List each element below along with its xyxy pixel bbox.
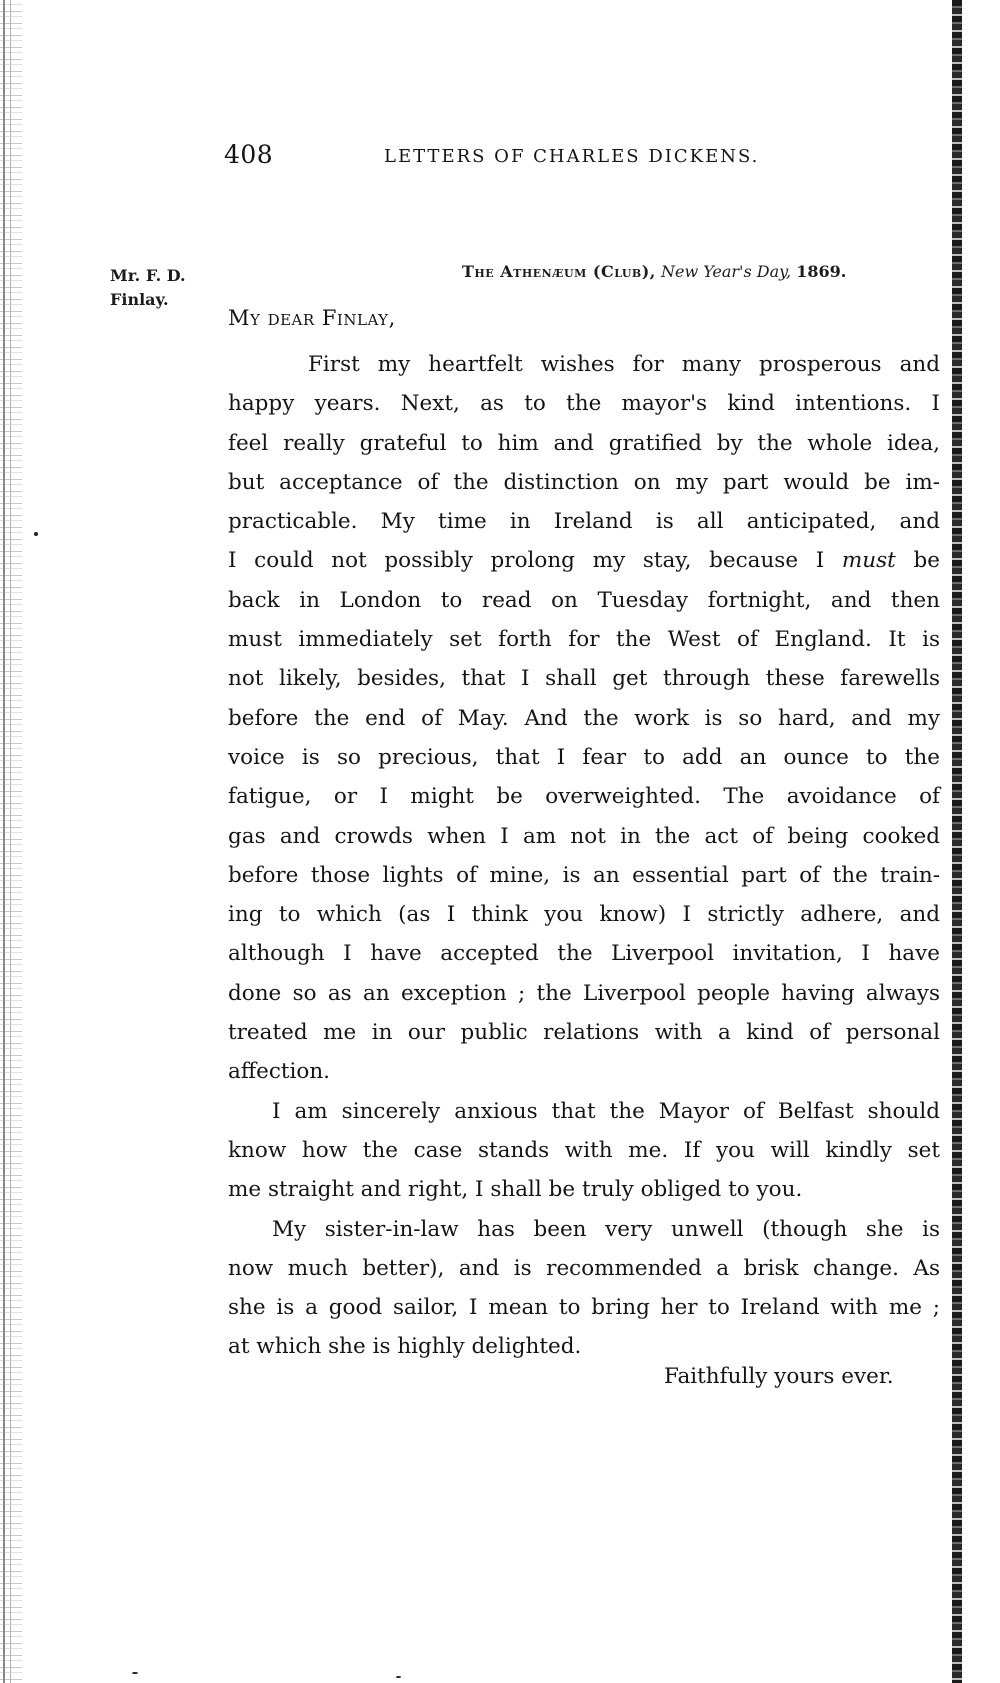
- body-line: but acceptance of the distinction on my part would be im-: [228, 469, 940, 495]
- ink-speck: [132, 1672, 138, 1674]
- dateline-year: 1869.: [796, 262, 847, 281]
- body-line: gas and crowds when I am not in the act of being cooked: [228, 823, 940, 849]
- body-line-text: I could not possibly prolong my stay, because I must be: [228, 548, 940, 574]
- body-line: I am sincerely anxious that the Mayor of Belfast should: [272, 1098, 940, 1124]
- dateline-date: New Year's Day,: [660, 262, 792, 281]
- closing: Faithfully yours ever.: [664, 1364, 894, 1389]
- ink-speck: [396, 1676, 401, 1678]
- body-line: First my heartfelt wishes for many prosperous and: [308, 352, 940, 377]
- body-line: at which she is highly delighted.: [228, 1334, 582, 1360]
- body-line: voice is so precious, that I fear to add an ounce to the: [228, 744, 940, 770]
- body-line: feel really grateful to him and gratified by the whole idea,: [228, 430, 940, 456]
- binding-edge: [0, 0, 22, 1683]
- body-line: [228, 541, 940, 580]
- body-line: My sister-in-law has been very unwell (though she is: [272, 1216, 940, 1242]
- margin-note-line-1: Mr. F. D.: [110, 266, 186, 285]
- salutation: My dear Finlay,: [228, 306, 396, 330]
- body-line: although I have accepted the Liverpool invitation, I have: [228, 941, 940, 967]
- ink-speck: [34, 532, 38, 536]
- body-line: know how the case stands with me. If you will kindly set: [228, 1137, 940, 1163]
- body-line: treated me in our public relations with a kind of personal: [228, 1020, 940, 1046]
- body-line: practicable. My time in Ireland is all anticipated, and: [228, 509, 940, 535]
- body-line: me straight and right, I shall be truly obliged to you.: [228, 1177, 803, 1203]
- body-line: not likely, besides, that I shall get through these farewells: [228, 666, 940, 692]
- body-line: must immediately set forth for the West of England. It is: [228, 627, 940, 653]
- page-edge: [944, 0, 1000, 1683]
- body-line: ing to which (as I think you know) I strictly adhere, and: [228, 902, 940, 928]
- body-line: happy years. Next, as to the mayor's kind intentions. I: [228, 391, 940, 417]
- body-line: affection.: [228, 1059, 330, 1085]
- letter-body: [228, 345, 940, 1367]
- margin-note: [110, 264, 186, 312]
- dateline-place: The Athenæum (Club),: [462, 262, 656, 281]
- margin-note-line-2: Finlay.: [110, 290, 169, 309]
- running-head: [224, 140, 944, 180]
- running-title: LETTERS OF CHARLES DICKENS.: [384, 146, 760, 167]
- body-line: fatigue, or I might be overweighted. The avoidance of: [228, 784, 940, 810]
- body-line: before the end of May. And the work is so hard, and my: [228, 705, 940, 731]
- page-number: 408: [224, 140, 274, 169]
- body-line: before those lights of mine, is an essential part of the train-: [228, 862, 940, 888]
- body-line: she is a good sailor, I mean to bring her to Ireland with me ;: [228, 1295, 940, 1321]
- body-line: now much better), and is recommended a brisk change. As: [228, 1255, 940, 1281]
- body-line: done so as an exception ; the Liverpool people having always: [228, 980, 940, 1006]
- dateline: [462, 262, 944, 281]
- body-line: back in London to read on Tuesday fortnight, and then: [228, 587, 940, 613]
